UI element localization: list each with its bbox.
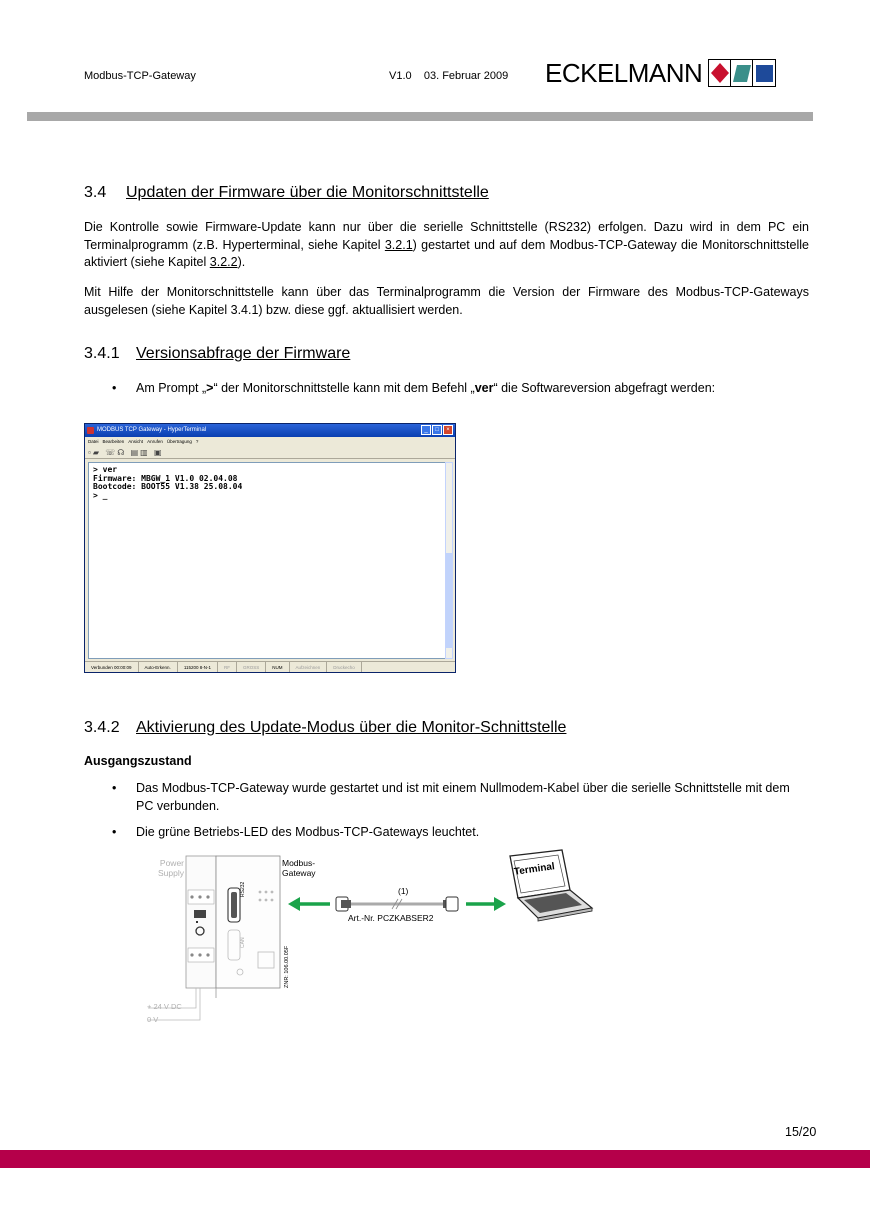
logo-teal-parallelogram (731, 60, 753, 86)
terminal-line: > _ (93, 490, 108, 500)
terminal-line: Firmware: MBGW_1 V1.0 02.04.08 (93, 473, 238, 483)
list-item-text: Das Modbus-TCP-Gateway wurde gestartet und ist mit einem Nullmodem-Kabel über die serielle Schnittstelle mit dem PC verbunden. (136, 781, 790, 813)
logo-marks (708, 59, 776, 87)
logo-text: ECKELMANN (545, 57, 703, 88)
gateway-label: Modbus- Gateway (282, 858, 316, 878)
page-number: 15/20 (785, 1125, 817, 1139)
bullet-dot: • (112, 381, 117, 395)
terminal-line: > ver (93, 465, 118, 474)
voltage-24v: + 24 V DC (147, 1002, 182, 1011)
null-modem-cable (336, 897, 458, 911)
heading-3-4 (84, 184, 489, 202)
status-gross: GROSS (237, 662, 266, 672)
menu-item[interactable]: Ansicht (128, 439, 144, 444)
minimize-icon[interactable]: _ (421, 425, 431, 435)
voltage-0v: 0 V (147, 1015, 159, 1024)
close-icon[interactable]: × (443, 425, 453, 435)
hyperterminal-window (84, 423, 456, 673)
maximize-icon[interactable]: □ (432, 425, 442, 435)
can-label: CAN (240, 937, 246, 948)
logo-red-diamond (709, 60, 731, 86)
window-titlebar (85, 424, 455, 437)
terminal-line: Bootcode: BOOT55 V1.38 25.08.04 (93, 482, 243, 491)
status-num: NUM (266, 662, 289, 672)
bullet-dot: • (112, 825, 117, 839)
disconnect-icon[interactable]: ☊ (117, 448, 127, 457)
text: ). (237, 255, 246, 269)
heading-number: 3.4 (84, 184, 107, 201)
footer-bar (0, 1150, 870, 1168)
status-echo: Druckecho (327, 662, 362, 672)
text: ) gestartet und auf dem Modbus-TCP-Gateway die Monitorschnittstelle aktiviert (siehe Kapitel (84, 237, 809, 269)
heading-title: Versionsabfrage der Firmware (136, 345, 351, 362)
paragraph-monitor: Mit Hilfe der Monitorschnittstelle kann über das Terminalprogramm die Version der Firmware des Modbus-TCP-Gateways ausgelesen (siehe Kapitel 3.4.1) bzw. diese ggf. aktuallisiert werden. (84, 285, 809, 317)
header-divider (27, 112, 813, 121)
scrollbar-thumb[interactable] (446, 553, 452, 648)
heading-title: Updaten der Firmware über die Monitorschnittstelle (126, 184, 489, 201)
terminal-label: Terminal (513, 861, 556, 878)
menu-item[interactable]: Bearbeiten (102, 439, 125, 444)
window-controls (421, 425, 453, 435)
arrow-left (288, 897, 330, 911)
logo-blue-square (753, 60, 775, 86)
link-chapter-3-2-2[interactable]: 3.2.2 (209, 255, 238, 269)
call-icon[interactable]: ☏ (105, 448, 118, 457)
paragraph-intro (84, 219, 809, 272)
text: Die Kontrolle sowie Firmware-Update kann nur über die serielle Schnittstelle (RS232) erfolgen. Dazu wird in dem PC ein Terminalprogramm (z.B. Hyperterminal, siehe Kapitel (84, 220, 809, 252)
status-baud: 115200 8-N-1 (178, 662, 218, 672)
status-record: Aufzeichnen (290, 662, 328, 672)
menu-item[interactable]: ? (195, 439, 199, 444)
prompt-symbol: > (206, 381, 214, 395)
list-item-text: Die grüne Betriebs-LED des Modbus-TCP-Gateways leuchtet. (136, 825, 480, 839)
text: Am Prompt „ (136, 381, 207, 395)
window-statusbar (85, 661, 455, 672)
status-rf: RF (218, 662, 237, 672)
list-item (112, 380, 792, 398)
device-id-label: ZNR: 106.00.05F (284, 945, 290, 988)
properties-icon[interactable]: ▣ (153, 448, 164, 457)
menu-item[interactable]: Anrufen (147, 439, 163, 444)
vertical-scrollbar[interactable] (445, 462, 453, 659)
window-toolbar (85, 446, 455, 459)
cable-marker: (1) (398, 886, 409, 896)
connection-diagram (130, 848, 600, 1033)
text: “ die Softwareversion abgefragt werden: (493, 381, 716, 395)
status-autodetect: Auto-Erkenn. (139, 662, 178, 672)
menu-item[interactable]: Übertragung (166, 439, 192, 444)
command-ver: ver (474, 381, 494, 395)
terminal-output (89, 463, 445, 503)
diagram-graphics (130, 848, 600, 1033)
header-doc-title: Modbus-TCP-Gateway (84, 70, 196, 82)
open-icon[interactable]: ▰ (92, 448, 101, 457)
list-item (112, 824, 792, 842)
power-supply-module (186, 856, 216, 988)
app-icon (87, 427, 94, 434)
menu-item[interactable]: Datei (88, 439, 99, 444)
heading-number: 3.4.1 (84, 345, 120, 362)
list-item (112, 780, 792, 815)
gateway-module (216, 856, 280, 998)
initial-state-label: Ausgangszustand (84, 754, 192, 768)
bullet-dot: • (112, 781, 117, 795)
receive-icon[interactable]: ▥ (140, 448, 150, 457)
heading-title: Aktivierung des Update-Modus über die Monitor-Schnittstelle (136, 719, 567, 736)
link-chapter-3-2-1[interactable]: 3.2.1 (384, 237, 413, 252)
terminal-area[interactable] (88, 462, 446, 659)
heading-3-4-2 (84, 719, 566, 737)
power-supply-label: Power Supply (158, 858, 184, 878)
heading-3-4-1 (84, 345, 350, 363)
status-connected: Verbunden 00:00:09 (85, 662, 139, 672)
header-version-date: V1.0 03. Februar 2009 (389, 70, 509, 82)
cable-part-number: Art.-Nr. PCZKABSER2 (348, 913, 434, 923)
text: “ der Monitorschnittstelle kann mit dem Befehl „ (213, 381, 475, 395)
send-icon[interactable]: ▤ (130, 448, 141, 457)
eckelmann-logo (545, 58, 776, 88)
heading-number: 3.4.2 (84, 719, 120, 736)
window-menubar (85, 437, 455, 446)
new-icon[interactable]: ▫ (88, 448, 93, 457)
window-title: MODBUS TCP Gateway - HyperTerminal (97, 427, 207, 433)
rs232-label: RS232 (240, 881, 246, 897)
arrow-right (466, 897, 506, 911)
